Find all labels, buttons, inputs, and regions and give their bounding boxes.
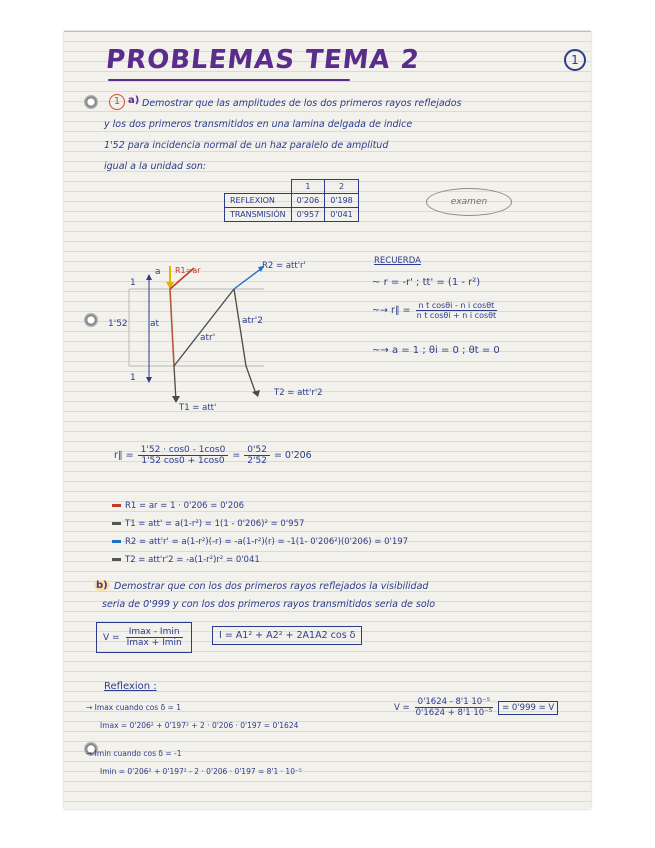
inner-at-label: at (150, 319, 160, 329)
fraction-denominator: n t cosθi + n i cosθt (416, 311, 497, 320)
row-label: TRANSMISIÓN (225, 208, 292, 222)
statement-line: y los dos primeros transmitidos en una lamina delgada de indice (104, 119, 413, 130)
result-text: R2 = att'r' = a(1-r²)(-r) = -a(1-r²)(r) = -1(1- 0'206²)(0'206) = 0'197 (125, 537, 409, 547)
internal-ray-atr2 (234, 289, 246, 366)
recuerda-line-3: ~→ a = 1 ; θi = 0 ; θt = 0 (372, 345, 500, 356)
problem-a-statement (104, 93, 582, 177)
table-cell: 0'198 (325, 194, 359, 208)
fraction-numerator: 1'52 · cos0 - 1cos0 (138, 445, 229, 456)
inner-atr-label: atr' (200, 333, 216, 343)
exam-tag: examen (426, 188, 512, 216)
problem-b-statement (102, 578, 579, 614)
result-r1 (112, 497, 582, 515)
table-cell: 0'041 (325, 208, 359, 222)
statement-line: 1'52 para incidencia normal de un haz paralelo de amplitud (104, 140, 389, 151)
fraction-denominator: 2'52 (247, 456, 267, 466)
table-header: 2 (325, 180, 359, 194)
visibility-formula-box (96, 622, 192, 653)
visibility-result (394, 697, 558, 718)
thickness-arrow-top (146, 274, 152, 280)
result-text: R1 = ar = 1 · 0'206 = 0'206 (125, 501, 245, 511)
recuerda-line-1: ~ r = -r' ; tt' = (1 - r²) (372, 277, 481, 288)
fraction-denominator: 0'1624 + 8'1 10⁻⁵ (415, 708, 493, 718)
transmitted-ray-t1 (174, 366, 176, 401)
fraction-numerator: Imax - Imin (126, 627, 183, 638)
r-result: = 0'206 (273, 450, 312, 461)
equals-sign: = (232, 450, 241, 461)
v-label: V = (103, 632, 120, 643)
v-result: = 0'999 = V (498, 701, 558, 715)
recuerda-line-2 (372, 301, 499, 320)
recuerda-text: a = 1 ; θi = 0 ; θt = 0 (391, 345, 500, 356)
r-calculation (114, 445, 312, 466)
result-t2 (112, 551, 582, 569)
t2-arrowhead (252, 390, 260, 397)
imax-condition: → Imax cuando cos δ = 1 (86, 703, 181, 712)
condition-text: Imin cuando cos δ = -1 (94, 749, 182, 758)
result-color-swatch (112, 522, 121, 525)
row-label: REFLEXION (225, 194, 292, 208)
statement-line: Demostrar que las amplitudes de los dos primeros rayos reflejados (142, 98, 462, 109)
table-row (225, 194, 359, 208)
table-row (225, 208, 359, 222)
table-cell: 0'206 (291, 194, 325, 208)
r2-label: R2 = att'r' (262, 261, 306, 271)
fresnel-fraction (414, 301, 500, 320)
problem-b-letter: b) (96, 580, 108, 591)
result-color-swatch (112, 558, 121, 561)
margin-line (64, 31, 591, 32)
intensity-formula-box: I = A1² + A2² + 2A1A2 cos δ (212, 626, 362, 645)
fraction-denominator: Imax + Imin (126, 638, 182, 648)
imin-condition: → Imin cuando cos δ = -1 (86, 749, 182, 758)
recuerda-title: RECUERDA (374, 256, 421, 266)
transmitted-ray-t2 (246, 366, 256, 394)
table-header: 1 (291, 180, 325, 194)
fraction-numerator: n t cosθi - n i cosθt (416, 301, 498, 311)
diagram-tick-label: 1 (130, 278, 136, 288)
result-text: T2 = att'r'2 = -a(1-r²)r² = 0'041 (125, 555, 260, 565)
recuerda-r-label: r∥ = (390, 305, 411, 316)
t1-label: T1 = att' (179, 403, 217, 413)
table-header-row (225, 180, 359, 194)
result-r2 (112, 533, 582, 551)
fraction-numerator: 0'52 (244, 445, 270, 456)
statement-line: Demostrar que con los dos primeros rayos reflejados la visibilidad (114, 581, 429, 592)
recuerda-text: r = -r' ; tt' = (1 - r²) (383, 277, 481, 288)
r-lhs: r∥ = (114, 450, 134, 461)
film-index-label: 1'52 (108, 319, 128, 329)
imin-equation: Imin = 0'206² + 0'197² - 2 · 0'206 · 0'197 = 8'1 · 10⁻⁵ (100, 767, 302, 776)
result-t1 (112, 515, 582, 533)
result-color-swatch (112, 504, 121, 507)
amplitude-results (112, 497, 582, 569)
transmitted-ray-at (170, 289, 174, 366)
r-fraction (138, 445, 229, 466)
v-lhs: V = (394, 702, 410, 713)
reflexion-lines (86, 699, 386, 781)
imax-equation: Imax = 0'206² + 0'197² + 2 · 0'206 · 0'197 = 0'1624 (100, 721, 299, 730)
fraction-numerator: 0'1624 - 8'1 10⁻⁵ (415, 697, 493, 708)
incident-amplitude-label: a (155, 267, 161, 277)
reflected-ray-r2 (234, 268, 262, 289)
binder-hole (84, 313, 98, 327)
problem-a-letter: a) (128, 95, 140, 106)
thin-film-ray-diagram (104, 256, 364, 431)
statement-line: seria de 0'999 y con los dos primeros rayos transmitidos seria de solo (102, 599, 436, 610)
inner-atr2-label: atr'2 (242, 316, 263, 326)
notebook-page (64, 31, 591, 809)
r-fraction-simplified (244, 445, 270, 466)
arrow-mark: ~→ (372, 305, 391, 316)
diagram-tick-label: 1 (130, 373, 136, 383)
amplitude-table (224, 179, 359, 222)
page-title: PROBLEMAS TEMA 2 (104, 45, 422, 75)
page-number-badge: 1 (564, 49, 586, 71)
visibility-value-fraction (413, 697, 495, 718)
t1-arrowhead (172, 396, 180, 403)
r1-label: R1=ar (175, 266, 201, 275)
internal-ray-atr (174, 289, 234, 366)
problem-number-badge: 1 (109, 94, 125, 110)
fraction-denominator: 1'52 cos0 + 1cos0 (141, 456, 225, 466)
binder-hole (84, 95, 98, 109)
table-cell: 0'957 (291, 208, 325, 222)
reflexion-title: Reflexion : (104, 681, 157, 692)
title-underline (108, 79, 350, 81)
thickness-arrow-bottom (146, 377, 152, 383)
result-text: T1 = att' = a(1-r²) = 1(1 - 0'206)² = 0'957 (125, 519, 305, 529)
statement-line: igual a la unidad son: (104, 161, 207, 172)
t2-label: T2 = att'r'2 (274, 388, 323, 398)
result-color-swatch (112, 540, 121, 543)
condition-text: Imax cuando cos δ = 1 (94, 703, 181, 712)
visibility-fraction (124, 627, 185, 648)
